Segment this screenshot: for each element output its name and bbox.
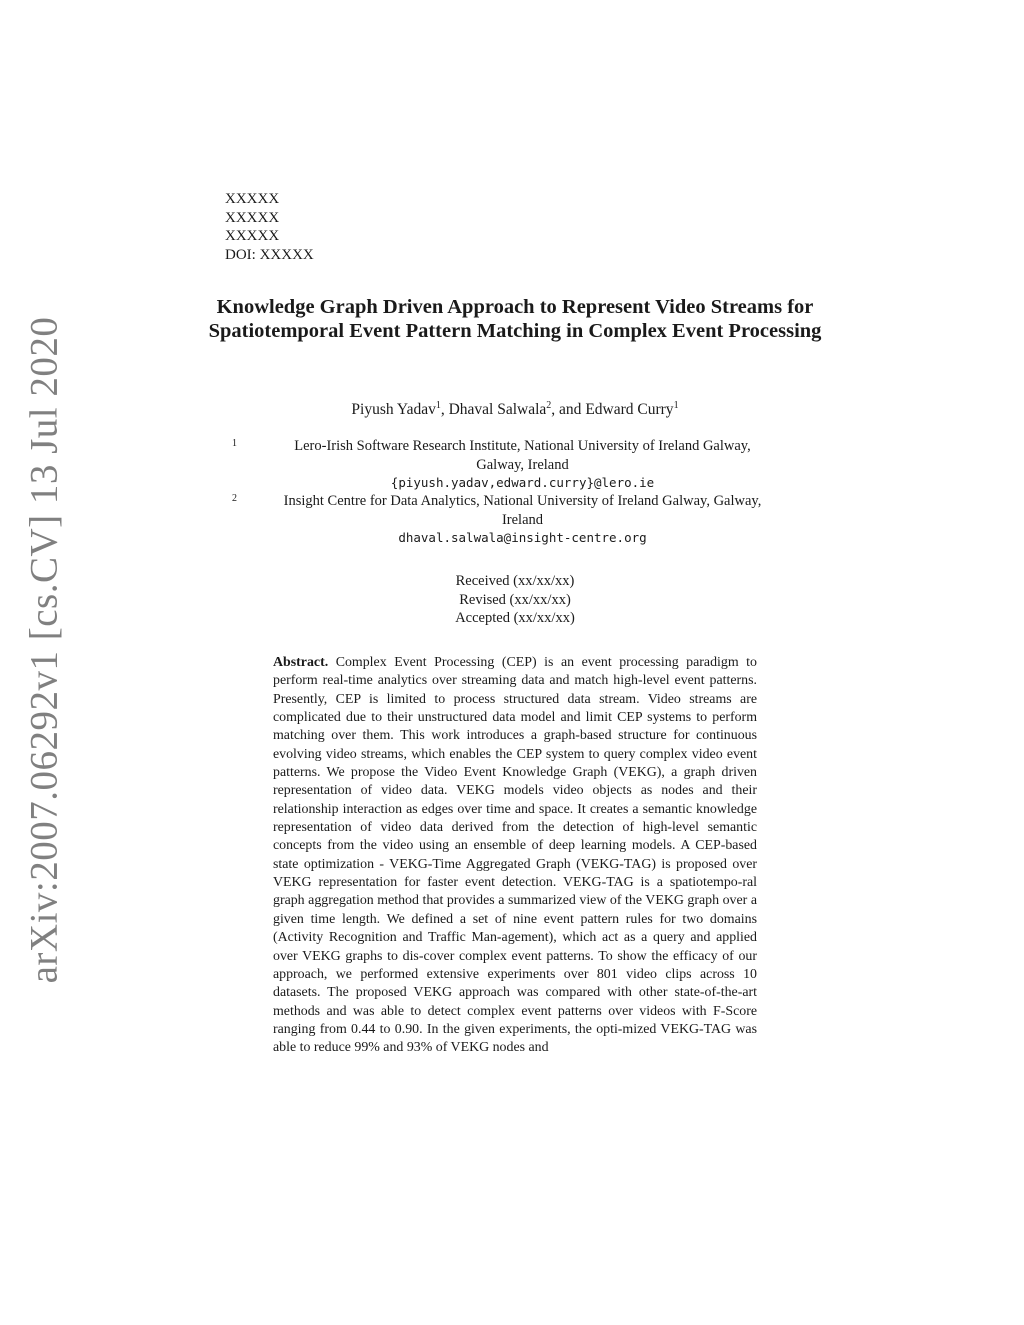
affiliation-line: Insight Centre for Data Analytics, National University of Ireland Galway, Galway, xyxy=(283,493,762,509)
journal-meta-line: XXXXX xyxy=(225,209,280,226)
author-separator: , and xyxy=(551,401,586,419)
journal-meta-line: XXXXX xyxy=(225,228,280,244)
arxiv-identifier: arXiv:2007.06292v1 [cs.CV] 13 Jul 2020 xyxy=(22,316,66,984)
abstract-text: Complex Event Processing (CEP) is an event processing paradigm to perform real-time analytics over streaming data and match high-level event patterns. Presently, CEP is limited to process structured data stream. Video streams are complicated due to their unstructured data model and limit CEP systems to perform matching over them. This work introduces a graph-based structure for continuous evolving video streams, which enables the CEP system to query complex video event patterns. We propose the Video Event Knowledge Graph (VEKG), a graph driven representation of video data. VEKG models video objects as nodes and their relationship interaction as edges over time and space. It creates a semantic knowledge representation of video data derived from the detection of high-level semantic concepts from the video using an ensemble of deep learning models. A CEP-based state optimization - VEKG-Time Aggregated Graph (VEKG-TAG) is proposed over VEKG representation for faster event detection. VEKG-TAG is a spatiotempo-ral graph aggregation method that provides a summarized view of the VEKG graph over a given time length. We defined a set of nine event pattern rules for two domains (Activity Recognition and Traffic Man-agement), which act as a query and applied over VEKG graphs to dis-cover complex event patterns. To show the efficacy of our approach, we performed extensive experiments over 801 video clips across 10 datasets. The proposed VEKG approach was compared with other state-of-the-art methods and was able to detect complex event patterns over videos with F-Score ranging from 0.44 to 0.90. In the given experiments, the opti-mized VEKG-TAG was able to reduce 99% and 93% of VEKG nodes and xyxy=(273,655,757,1056)
submission-dates xyxy=(200,572,830,628)
affiliation-number: 1 xyxy=(232,438,237,449)
affiliation-mark: 2 xyxy=(546,400,552,411)
abstract xyxy=(273,654,757,1058)
affiliation-mark: 1 xyxy=(435,400,441,411)
journal-meta-line: XXXXX xyxy=(225,191,280,207)
affiliation-mark: 1 xyxy=(673,400,679,411)
affiliation-line: Ireland xyxy=(501,511,544,528)
author-name: Piyush Yadav xyxy=(351,401,436,419)
author-separator: , xyxy=(440,401,449,419)
affiliation-line: Galway, Ireland xyxy=(476,456,569,473)
accepted-date: Accepted (xx/xx/xx) xyxy=(455,610,575,626)
affiliation-email: {piyush.yadav,edward.curry}@lero.ie xyxy=(390,475,655,490)
author-name: Edward Curry xyxy=(585,401,674,419)
doi-line: DOI: XXXXX xyxy=(225,246,314,263)
abstract-label: Abstract. xyxy=(273,655,329,670)
affiliation-2 xyxy=(232,492,805,548)
affiliation-email: dhaval.salwala@insight-centre.org xyxy=(398,530,647,545)
affiliation-1 xyxy=(232,437,805,493)
affiliation-line: Lero-Irish Software Research Institute, National University of Ireland Galway, xyxy=(294,438,751,454)
journal-metadata xyxy=(225,190,314,264)
paper-title: Knowledge Graph Driven Approach to Represent Video Streams for Spatiotemporal Event Pattern Matching in Complex Event Processing xyxy=(208,296,822,342)
author-name: Dhaval Salwala xyxy=(448,401,547,419)
revised-date: Revised (xx/xx/xx) xyxy=(459,591,571,608)
received-date: Received (xx/xx/xx) xyxy=(455,573,575,589)
author-list xyxy=(200,400,830,419)
affiliation-number: 2 xyxy=(232,493,237,504)
